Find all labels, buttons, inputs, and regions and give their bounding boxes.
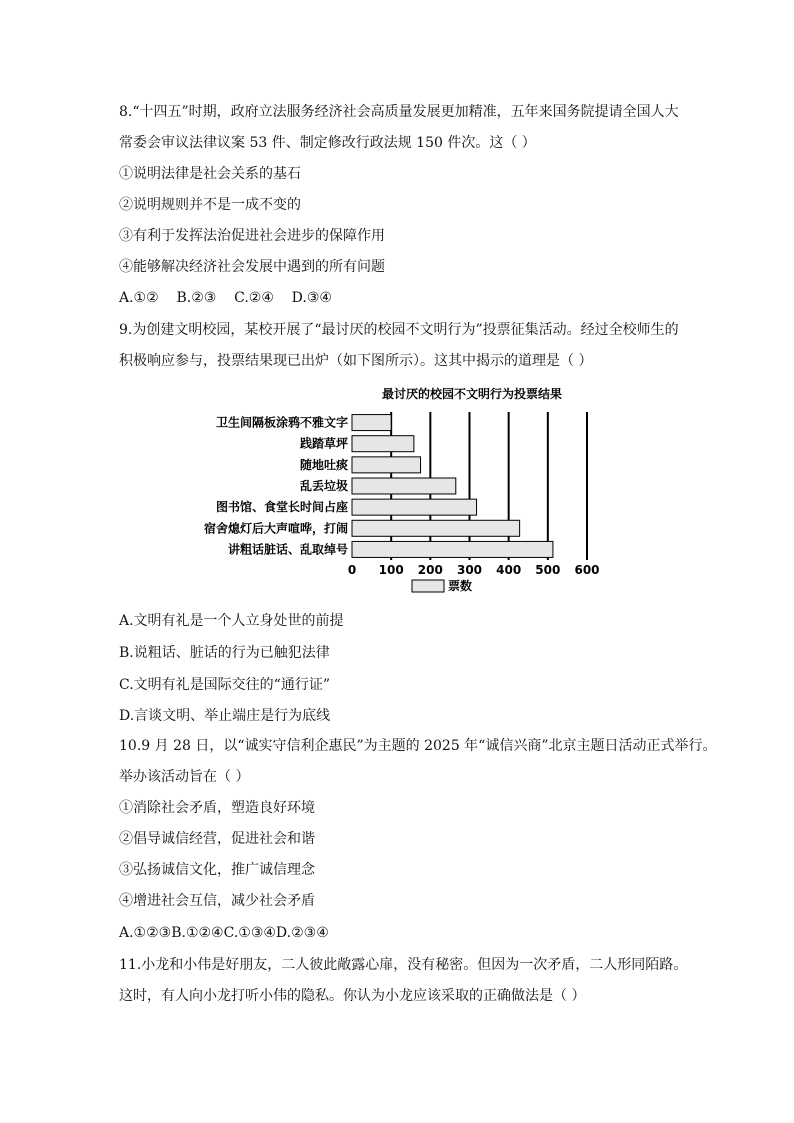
legend-label: 票数 — [448, 579, 473, 593]
bar — [352, 499, 477, 515]
q9-option-c: C.文明有礼是国际交往的“通行证” — [119, 677, 330, 693]
chart-title: 最讨厌的校园不文明行为投票结果 — [381, 387, 563, 401]
bar — [352, 478, 456, 494]
x-tick-label: 300 — [456, 563, 483, 577]
q8-stem-line2: 常委会审议法律议案 53 件、制定修改行政法规 150 件次。这（ ） — [119, 135, 536, 151]
category-label: 随地吐痰 — [299, 457, 348, 472]
bar — [352, 457, 421, 473]
q9-option-b: B.说粗话、脏话的行为已触犯法律 — [119, 645, 330, 661]
x-tick-label: 500 — [535, 563, 561, 577]
bars — [352, 415, 553, 558]
bar — [352, 520, 520, 536]
bar — [352, 436, 414, 452]
category-label: 卫生间隔板涂鸦不雅文字 — [215, 415, 348, 430]
q10-stem-line1: 10.9 月 28 日，以“诚实守信利企惠民”为主题的 2025 年“诚信兴商”北京主题日活动正式举行。 — [119, 738, 717, 754]
category-labels — [204, 415, 348, 557]
q10-stem-line2: 举办该活动旨在（ ） — [119, 769, 250, 785]
x-tick-label: 200 — [417, 563, 443, 577]
bar — [352, 415, 391, 431]
x-tick-label: 400 — [496, 563, 522, 577]
q8-option-4: ④能够解决经济社会发展中遇到的所有问题 — [119, 259, 385, 275]
q10-option-2: ②倡导诚信经营，促进社会和谐 — [119, 831, 315, 847]
x-tick-label: 100 — [378, 563, 404, 577]
q8-option-2: ②说明规则并不是一成不变的 — [119, 197, 301, 213]
category-label: 践踏草坪 — [299, 436, 348, 451]
q9-stem-line1: 9.为创建文明校园，某校开展了“最讨厌的校园不文明行为”投票征集活动。经过全校师生的 — [119, 322, 679, 338]
q9-option-a: A.文明有礼是一个人立身处世的前提 — [119, 613, 344, 629]
legend-swatch — [412, 580, 444, 592]
q11-stem-line2: 这时，有人向小龙打听小伟的隐私。你认为小龙应该采取的正确做法是（ ） — [119, 988, 586, 1004]
q10-option-4: ④增进社会互信，减少社会矛盾 — [119, 893, 315, 909]
x-tick-labels — [348, 563, 600, 577]
category-label: 图书馆、食堂长时间占座 — [215, 500, 348, 515]
category-label: 乱丢垃圾 — [299, 479, 348, 493]
bar — [352, 541, 553, 557]
q8-stem-line1: 8.“十四五”时期，政府立法服务经济社会高质量发展更加精准，五年来国务院提请全国人大 — [119, 104, 679, 120]
legend — [412, 578, 472, 593]
x-tick-label: 600 — [574, 563, 600, 577]
q9-option-d: D.言谈文明、举止端庄是行为底线 — [119, 708, 331, 724]
bar-chart-svg — [190, 382, 620, 597]
q8-option-3: ③有利于发挥法治促进社会进步的保障作用 — [119, 228, 385, 244]
category-label: 讲粗话脏话、乱取绰号 — [227, 542, 348, 557]
vote-results-chart — [190, 382, 620, 597]
q11-stem-line1: 11.小龙和小伟是好朋友，二人彼此敞露心扉，没有秘密。但因为一次矛盾，二人形同陌路。 — [119, 957, 688, 973]
q8-answer-choices: A.①② B.②③ C.②④ D.③④ — [119, 290, 332, 306]
q10-option-3: ③弘扬诚信文化，推广诚信理念 — [119, 862, 315, 878]
q10-answer-choices: A.①②③B.①②④C.①③④D.②③④ — [119, 925, 329, 941]
category-label: 宿舍熄灯后大声喧哗，打闹 — [203, 521, 348, 536]
q10-option-1: ①消除社会矛盾，塑造良好环境 — [119, 800, 315, 816]
q8-option-1: ①说明法律是社会关系的基石 — [119, 166, 301, 182]
x-tick-label: 0 — [347, 563, 357, 577]
q9-stem-line2: 积极响应参与，投票结果现已出炉（如下图所示）。这其中揭示的道理是（ ） — [119, 353, 593, 369]
